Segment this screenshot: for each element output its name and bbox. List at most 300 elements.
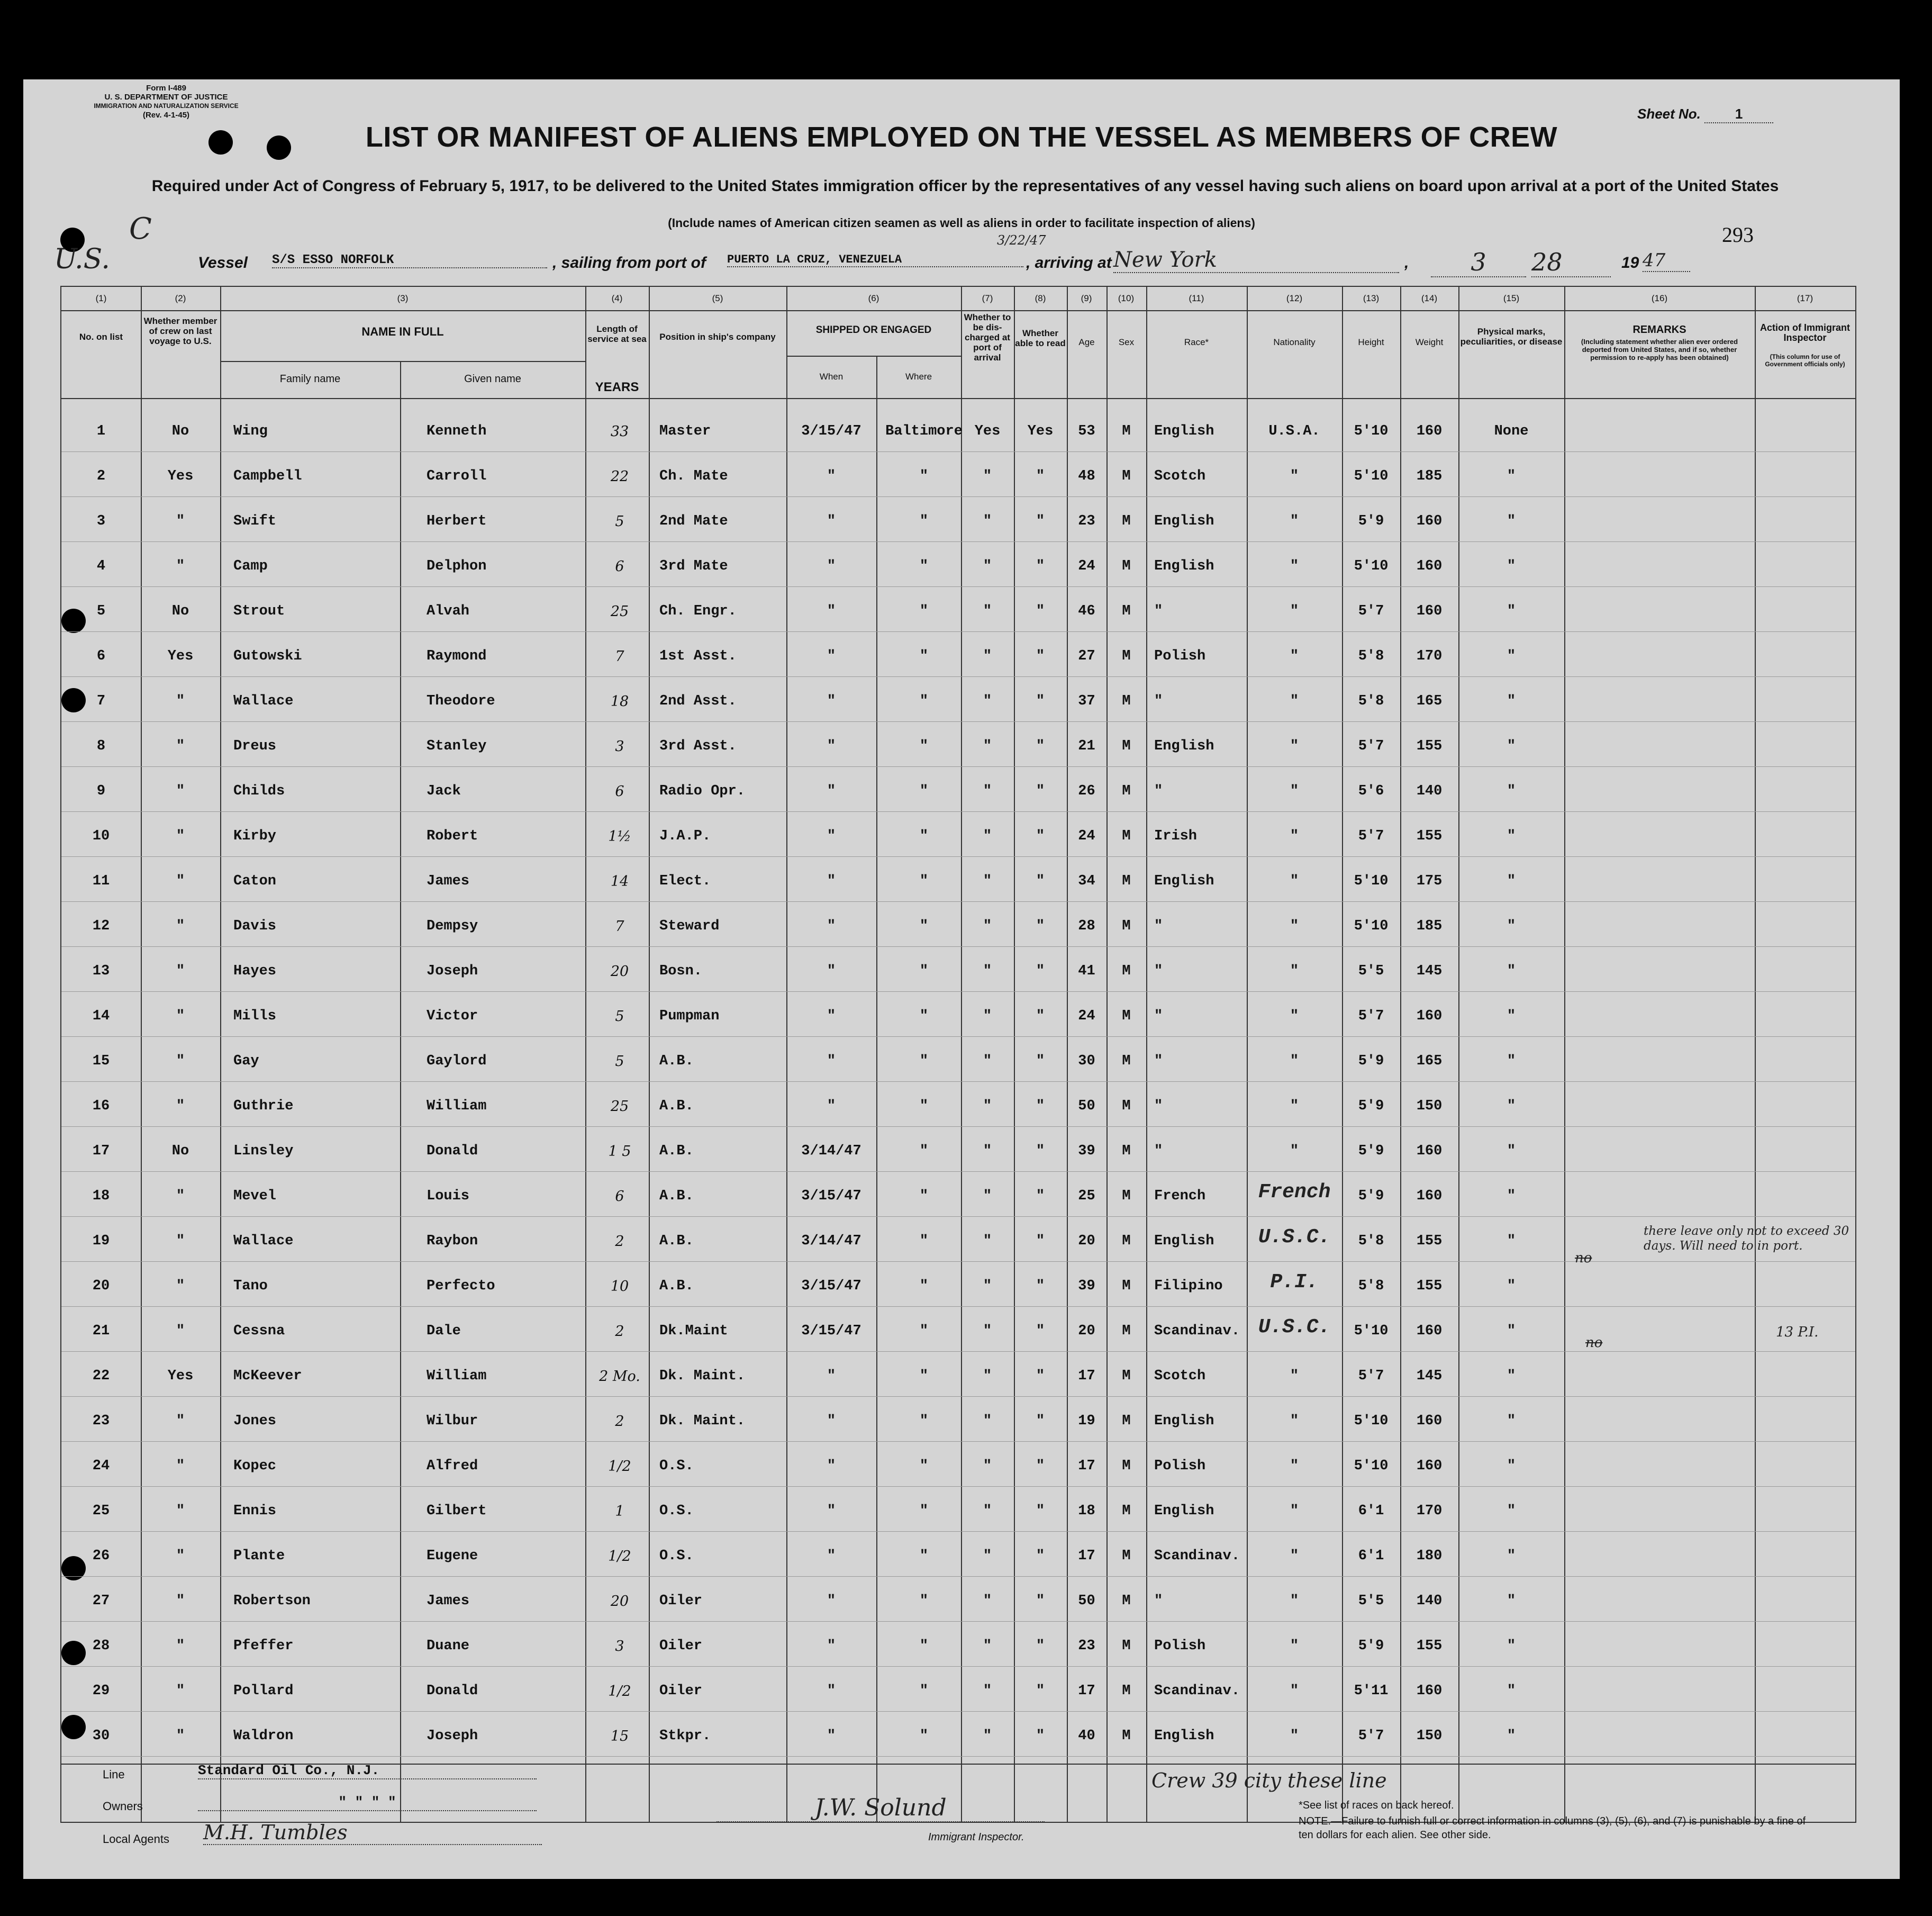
cell-service: 7 [615, 648, 624, 665]
cell-service: 1 5 [608, 1143, 631, 1160]
cell-race: English [1154, 873, 1214, 889]
cell-height: 5'8 [1358, 1233, 1384, 1249]
cell-nationality: " [1290, 828, 1299, 844]
column-number: (3) [397, 293, 409, 303]
cell-able-to-read: " [1036, 1728, 1045, 1744]
cell-member: Yes [167, 648, 194, 664]
cell-discharged: " [983, 603, 992, 619]
row-number: 10 [92, 828, 110, 844]
cell-physical-marks: " [1507, 828, 1516, 844]
cell-service: 22 [610, 468, 629, 485]
cell-service: 5 [615, 513, 624, 530]
cell-where: " [919, 783, 929, 799]
margin-handwriting-c: C [129, 212, 152, 246]
cell-sex: M [1122, 1368, 1131, 1384]
cell-physical-marks: " [1507, 1008, 1516, 1024]
cell-service: 10 [610, 1278, 629, 1295]
penalty-note [1299, 1814, 1807, 1842]
cell-nationality: " [1290, 1413, 1299, 1429]
cell-sex: M [1122, 1593, 1131, 1609]
cell-race: " [1154, 603, 1163, 619]
cell-age: 18 [1078, 1503, 1095, 1519]
cell-family-name: Jones [233, 1413, 277, 1429]
cell-weight: 155 [1416, 1638, 1443, 1654]
cell-given-name: Perfecto [427, 1278, 495, 1294]
manifest-sheet [23, 79, 1900, 1879]
cell-weight: 175 [1416, 873, 1443, 889]
cell-service: 6 [615, 1188, 624, 1205]
cell-when: " [827, 1098, 836, 1114]
cell-service: 1 [615, 1503, 624, 1520]
header-no-on-list: No. on list [79, 332, 123, 342]
cell-height: 5'7 [1358, 603, 1384, 619]
cell-family-name: Mevel [233, 1188, 277, 1204]
cell-member: " [176, 873, 185, 889]
cell-where: " [919, 468, 929, 484]
cell-physical-marks: " [1507, 738, 1516, 754]
cell-member: " [176, 1548, 185, 1564]
cell-physical-marks: " [1507, 1323, 1516, 1339]
column-number: (11) [1189, 293, 1204, 303]
cell-family-name: Plante [233, 1548, 285, 1564]
footer-owners-value: " " " " [198, 1794, 537, 1811]
cell-position: A.B. [659, 1053, 694, 1069]
row-number: 16 [92, 1098, 110, 1114]
cell-position: A.B. [659, 1188, 694, 1204]
cell-where: " [919, 918, 929, 934]
cell-when: " [827, 1053, 836, 1069]
cell-member: " [176, 513, 185, 529]
cell-service: 2 [615, 1413, 624, 1430]
arrival-day: 28 [1531, 248, 1611, 277]
header-discharged: Whether to be dis-charged at port of arrival [964, 312, 1011, 363]
row-number: 11 [92, 873, 110, 889]
cell-weight: 160 [1416, 1413, 1443, 1429]
cell-position: Elect. [659, 873, 711, 889]
cell-physical-marks: " [1507, 1593, 1516, 1609]
cell-when: 3/15/47 [801, 1323, 861, 1339]
cell-position: 3rd Asst. [659, 738, 737, 754]
row-number: 22 [92, 1368, 110, 1384]
cell-nationality: " [1290, 603, 1299, 619]
cell-member: " [176, 1503, 185, 1519]
header-shipped-engaged: SHIPPED OR ENGAGED [815, 324, 932, 336]
form-department: U. S. DEPARTMENT OF JUSTICE [104, 93, 228, 102]
cell-family-name: Wing [233, 423, 268, 439]
cell-family-name: Linsley [233, 1143, 294, 1159]
header-remarks-note: (Including statement whether alien ever ordered deported from United States, and if so, whether permission to re-apply has been obtained) [1581, 338, 1738, 361]
header-race: Race* [1184, 337, 1209, 347]
cell-where: " [919, 648, 929, 664]
cell-weight: 160 [1416, 1458, 1443, 1474]
cell-height: 5'6 [1358, 783, 1384, 799]
cell-where: " [919, 1098, 929, 1114]
page-title: LIST OR MANIFEST OF ALIENS EMPLOYED ON THE VESSEL AS MEMBERS OF CREW [365, 121, 1558, 153]
cell-sex: M [1122, 1098, 1131, 1114]
form-service: IMMIGRATION AND NATURALIZATION SERVICE [94, 102, 239, 110]
cell-family-name: Caton [233, 873, 277, 889]
cell-age: 23 [1078, 1638, 1095, 1654]
cell-able-to-read: " [1036, 513, 1045, 529]
header-years: YEARS [595, 380, 639, 394]
cell-where: " [919, 1548, 929, 1564]
remark-no-21: no [1585, 1335, 1603, 1351]
cell-physical-marks: " [1507, 1053, 1516, 1069]
cell-weight: 155 [1416, 1233, 1443, 1249]
cell-sex: M [1122, 738, 1131, 754]
row-number: 29 [92, 1683, 110, 1699]
cell-where: " [919, 1413, 929, 1429]
row-number: 14 [92, 1008, 110, 1024]
cell-race: English [1154, 513, 1214, 529]
cell-service: 7 [615, 918, 624, 935]
cell-sex: M [1122, 963, 1131, 979]
cell-height: 5'10 [1354, 873, 1389, 889]
cell-nationality: " [1290, 873, 1299, 889]
cell-height: 5'10 [1354, 1458, 1389, 1474]
cell-where: " [919, 513, 929, 529]
column-number: (17) [1797, 293, 1813, 303]
cell-age: 30 [1078, 1053, 1095, 1069]
cell-member: " [176, 918, 185, 934]
cell-discharged: " [983, 1413, 992, 1429]
cell-weight: 160 [1416, 558, 1443, 574]
cell-height: 5'10 [1354, 1323, 1389, 1339]
column-number: (5) [712, 293, 723, 303]
row-number: 18 [92, 1188, 110, 1204]
cell-position: A.B. [659, 1098, 694, 1114]
cell-race: " [1154, 693, 1163, 709]
cell-family-name: Kirby [233, 828, 277, 844]
cell-family-name: Childs [233, 783, 285, 799]
cell-position: Oiler [659, 1638, 703, 1654]
cell-race: English [1154, 558, 1214, 574]
cell-age: 34 [1078, 873, 1095, 889]
cell-height: 5'9 [1358, 1053, 1384, 1069]
cell-service: 33 [610, 423, 629, 440]
row-number: 2 [96, 468, 106, 484]
cell-service: 3 [615, 738, 624, 755]
cell-able-to-read: " [1036, 648, 1045, 664]
cell-able-to-read: " [1036, 1458, 1045, 1474]
cell-nationality: " [1290, 693, 1299, 709]
cell-age: 19 [1078, 1413, 1095, 1429]
cell-age: 39 [1078, 1278, 1095, 1294]
cell-physical-marks: " [1507, 873, 1516, 889]
cell-service: 6 [615, 558, 624, 575]
cell-race: Irish [1154, 828, 1198, 844]
cell-position: 1st Asst. [659, 648, 737, 664]
cell-given-name: Louis [427, 1188, 470, 1204]
cell-weight: 180 [1416, 1548, 1443, 1564]
cell-race: English [1154, 1233, 1214, 1249]
cell-weight: 150 [1416, 1728, 1443, 1744]
cell-given-name: Robert [427, 828, 478, 844]
cell-able-to-read: " [1036, 1368, 1045, 1384]
cell-height: 5'7 [1358, 828, 1384, 844]
vessel-name: S/S ESSO NORFOLK [272, 253, 547, 268]
cell-position: A.B. [659, 1278, 694, 1294]
cell-able-to-read: " [1036, 1233, 1045, 1249]
cell-able-to-read: " [1036, 1683, 1045, 1699]
cell-sex: M [1122, 558, 1131, 574]
cell-weight: 160 [1416, 513, 1443, 529]
cell-age: 21 [1078, 738, 1095, 754]
cell-weight: 160 [1416, 423, 1443, 439]
row-number: 7 [96, 693, 106, 709]
cell-physical-marks: " [1507, 1458, 1516, 1474]
cell-where: " [919, 1368, 929, 1384]
cell-age: 24 [1078, 558, 1095, 574]
cell-given-name: Donald [427, 1143, 478, 1159]
cell-age: 50 [1078, 1098, 1095, 1114]
cell-race: Scandinav. [1154, 1323, 1240, 1339]
column-number: (4) [611, 293, 623, 303]
cell-given-name: Raybon [427, 1233, 478, 1249]
cell-physical-marks: " [1507, 963, 1516, 979]
header-whether-member: Whether member of crew on last voyage to U.S. [143, 316, 217, 346]
cell-given-name: Carroll [427, 468, 487, 484]
cell-height: 6'1 [1358, 1548, 1384, 1564]
cell-sex: M [1122, 468, 1131, 484]
cell-able-to-read: Yes [1027, 423, 1054, 439]
cell-height: 5'9 [1358, 1188, 1384, 1204]
cell-given-name: Joseph [427, 1728, 478, 1744]
cell-given-name: Alvah [427, 603, 470, 619]
cell-able-to-read: " [1036, 738, 1045, 754]
cell-able-to-read: " [1036, 828, 1045, 844]
cell-sex: M [1122, 828, 1131, 844]
cell-where: " [919, 1188, 929, 1204]
cell-member: " [176, 1098, 185, 1114]
cell-given-name: William [427, 1098, 487, 1114]
cell-service: 18 [610, 693, 629, 710]
cell-member: " [176, 1458, 185, 1474]
footer-line-value: Standard Oil Co., N.J. [198, 1763, 537, 1779]
cell-given-name: Kenneth [427, 423, 487, 439]
cell-physical-marks: " [1507, 1503, 1516, 1519]
cell-physical-marks: " [1507, 1098, 1516, 1114]
cell-weight: 140 [1416, 1593, 1443, 1609]
cell-race: Polish [1154, 1458, 1206, 1474]
cell-member: " [176, 1683, 185, 1699]
cell-where: " [919, 603, 929, 619]
cell-weight: 170 [1416, 1503, 1443, 1519]
cell-nationality: " [1290, 513, 1299, 529]
cell-where: " [919, 1008, 929, 1024]
cell-given-name: Theodore [427, 693, 495, 709]
cell-where: " [919, 1503, 929, 1519]
cell-member: No [171, 1143, 189, 1159]
arrival-month: 3 [1431, 248, 1526, 277]
cell-position: J.A.P. [659, 828, 711, 844]
cell-discharged: " [983, 963, 992, 979]
cell-height: 5'10 [1354, 468, 1389, 484]
cell-position: O.S. [659, 1503, 694, 1519]
cell-discharged: " [983, 1278, 992, 1294]
cell-family-name: Wallace [233, 693, 294, 709]
crew-total-note: Crew 39 city these line [1151, 1769, 1387, 1792]
cell-family-name: Gutowski [233, 648, 302, 664]
cell-height: 5'7 [1358, 1008, 1384, 1024]
cell-member: " [176, 1728, 185, 1744]
cell-member: Yes [167, 468, 194, 484]
cell-member: " [176, 1323, 185, 1339]
cell-nationality: U.S.C. [1258, 1226, 1331, 1249]
cell-height: 5'7 [1358, 738, 1384, 754]
cell-service: 6 [615, 783, 624, 800]
cell-physical-marks: " [1507, 1548, 1516, 1564]
cell-able-to-read: " [1036, 963, 1045, 979]
cell-family-name: Waldron [233, 1728, 294, 1744]
cell-height: 5'9 [1358, 513, 1384, 529]
cell-when: " [827, 1638, 836, 1654]
cell-family-name: Strout [233, 603, 285, 619]
cell-discharged: " [983, 1368, 992, 1384]
row-number: 23 [92, 1413, 110, 1429]
cell-age: 53 [1078, 423, 1095, 439]
cell-when: " [827, 873, 836, 889]
cell-member: No [171, 603, 189, 619]
cell-race: English [1154, 423, 1214, 439]
cell-given-name: Victor [427, 1008, 478, 1024]
cell-sex: M [1122, 1188, 1131, 1204]
cell-when: " [827, 1413, 836, 1429]
cell-member: " [176, 783, 185, 799]
cell-given-name: James [427, 1593, 470, 1609]
cell-able-to-read: " [1036, 468, 1045, 484]
departure-date-note: 3/22/47 [997, 233, 1046, 248]
cell-given-name: Stanley [427, 738, 487, 754]
arriving-label: , arriving at [1026, 254, 1112, 272]
cell-service: 2 [615, 1323, 624, 1340]
cell-service: 1/2 [608, 1458, 631, 1475]
sailing-label: , sailing from port of [552, 254, 706, 272]
cell-position: Master [659, 423, 711, 439]
cell-age: 24 [1078, 828, 1095, 844]
cell-age: 37 [1078, 693, 1095, 709]
cell-family-name: Mills [233, 1008, 277, 1024]
cell-position: Oiler [659, 1683, 703, 1699]
cell-discharged: " [983, 468, 992, 484]
cell-when: " [827, 693, 836, 709]
cell-given-name: Dempsy [427, 918, 478, 934]
cell-age: 41 [1078, 963, 1095, 979]
cell-weight: 160 [1416, 1683, 1443, 1699]
column-number: (1) [95, 293, 107, 303]
row-number: 12 [92, 918, 110, 934]
page-subtitle: Required under Act of Congress of February 5, 1917, to be delivered to the United States immigration officer by the representatives of any vessel having such aliens on board upon arrival at a port of the United States [151, 177, 1779, 195]
cell-member: Yes [167, 1368, 194, 1384]
cell-race: English [1154, 1413, 1214, 1429]
cell-discharged: " [983, 1323, 992, 1339]
cell-family-name: Campbell [233, 468, 302, 484]
header-able-to-read: Whether able to read [1015, 328, 1066, 348]
cell-family-name: Kopec [233, 1458, 277, 1474]
cell-family-name: McKeever [233, 1368, 302, 1384]
cell-member: " [176, 1593, 185, 1609]
footer-owners-label: Owners [103, 1800, 143, 1813]
cell-member: " [176, 558, 185, 574]
header-action: Action of Immigrant Inspector [1760, 322, 1850, 343]
cell-nationality: " [1290, 918, 1299, 934]
header-family-name: Family name [279, 373, 341, 385]
column-number: (9) [1081, 293, 1092, 303]
cell-physical-marks: " [1507, 1143, 1516, 1159]
cell-family-name: Gay [233, 1053, 259, 1069]
cell-age: 26 [1078, 783, 1095, 799]
cell-race: Scandinav. [1154, 1548, 1240, 1564]
cell-able-to-read: " [1036, 1593, 1045, 1609]
vessel-label: Vessel [198, 254, 248, 272]
header-position: Position in ship's company [659, 332, 776, 342]
cell-where: " [919, 1593, 929, 1609]
cell-sex: M [1122, 1413, 1131, 1429]
cell-sex: M [1122, 423, 1131, 439]
cell-given-name: Dale [427, 1323, 461, 1339]
cell-given-name: Raymond [427, 648, 487, 664]
form-number: Form I-489 [146, 84, 186, 93]
cell-weight: 160 [1416, 1143, 1443, 1159]
cell-discharged: Yes [974, 423, 1001, 439]
cell-nationality: " [1290, 1098, 1299, 1114]
cell-when: " [827, 648, 836, 664]
header-length-of-service: Length of service at sea [587, 324, 647, 344]
cell-nationality: " [1290, 1368, 1299, 1384]
cell-sex: M [1122, 1503, 1131, 1519]
cell-when: " [827, 1593, 836, 1609]
cell-when: " [827, 1728, 836, 1744]
cell-weight: 160 [1416, 1188, 1443, 1204]
cell-physical-marks: " [1507, 1188, 1516, 1204]
cell-physical-marks: " [1507, 918, 1516, 934]
cell-discharged: " [983, 783, 992, 799]
cell-position: Dk.Maint [659, 1323, 728, 1339]
cell-member: " [176, 963, 185, 979]
footer-agents-label: Local Agents [103, 1832, 169, 1846]
cell-where: " [919, 1278, 929, 1294]
cell-nationality: " [1290, 738, 1299, 754]
cell-height: 5'7 [1358, 1728, 1384, 1744]
cell-when: " [827, 513, 836, 529]
cell-nationality: P.I. [1270, 1271, 1319, 1294]
cell-position: Pumpman [659, 1008, 720, 1024]
cell-able-to-read: " [1036, 783, 1045, 799]
cell-position: A.B. [659, 1143, 694, 1159]
cell-member: " [176, 1278, 185, 1294]
row-number: 28 [92, 1638, 110, 1654]
cell-discharged: " [983, 918, 992, 934]
cell-discharged: " [983, 1593, 992, 1609]
cell-when: " [827, 1683, 836, 1699]
cell-when: " [827, 1458, 836, 1474]
cell-service: 1/2 [608, 1548, 631, 1565]
cell-weight: 165 [1416, 693, 1443, 709]
cell-age: 23 [1078, 513, 1095, 529]
cell-height: 5'10 [1354, 423, 1389, 439]
cell-when: " [827, 603, 836, 619]
cell-family-name: Dreus [233, 738, 277, 754]
cell-where: " [919, 738, 929, 754]
column-number: (10) [1118, 293, 1135, 303]
cell-discharged: " [983, 1188, 992, 1204]
cell-age: 25 [1078, 1188, 1095, 1204]
cell-physical-marks: " [1507, 693, 1516, 709]
cell-weight: 155 [1416, 1278, 1443, 1294]
cell-position: Stkpr. [659, 1728, 711, 1744]
cell-nationality: French [1258, 1181, 1331, 1204]
cell-when: " [827, 1548, 836, 1564]
